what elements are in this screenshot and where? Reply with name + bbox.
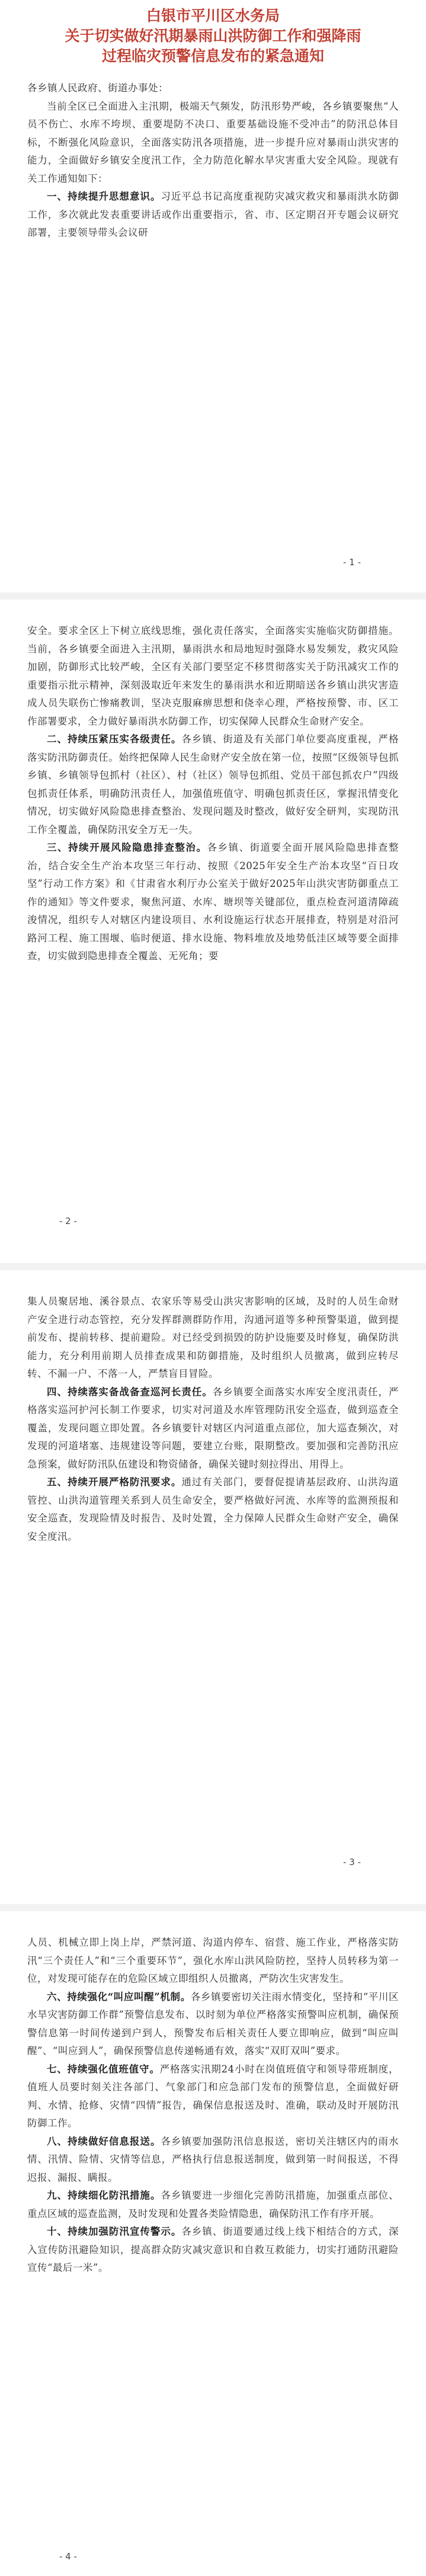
section-3-heading: 三、持续开展风险隐患排查整治。 [47, 842, 207, 853]
document-title [27, 6, 399, 66]
section-1-heading: 一、持续提升思想意识。 [47, 191, 161, 202]
section-9-heading: 九、持续细化防汛措施。 [47, 2190, 161, 2201]
section-3-continued: 集人员聚居地、溪谷景点、农家乐等易受山洪灾害影响的区域，及时的人员生命财产安全进行动态管控，充分发挥群测群防作用，沟通河道等多种预警渠道，做到提前发布、提前转移、提前避险。对已经受到损毁的防护设施要及时修复，确保防洪能力，充分利用前期人员排查成果和防御措施，及时组织人员撤离，做到应转尽转、不漏一户、不落一人，严禁盲目冒险。 [27, 1296, 399, 1379]
section-7-paragraph [27, 2061, 399, 2133]
section-6-paragraph [27, 1988, 399, 2061]
section-4-heading: 四、持续落实备战备查巡河长责任。 [47, 1386, 213, 1398]
title-line-2: 关于切实做好汛期暴雨山洪防御工作和强降雨 [65, 27, 361, 44]
page-number: - 3 - [343, 1857, 361, 1867]
page-number: - 1 - [343, 557, 361, 568]
section-1-continued: 安全。要求全区上下树立底线思维，强化责任落实，全面落实实施临灾防御措施。当前，各乡镇要全面进入主汛期，暴雨洪水和局地短时强降水易发频发，救灾风险加剧，防御形式比较严峻，全区有关部门要坚定不移贯彻落实关于防汛减灾工作的重要指示批示精神，深刻汲取近年来发生的暴雨洪水和近期暗送各乡镇山洪灾害造成人员失联伤亡惨痛教训，坚决克服麻痹思想和侥幸心理，严格按预警、市、区工作部署要求，全力做好暴雨洪水防御工作，切实保障人民群众生命财产安全。 [27, 625, 399, 727]
section-10-heading: 十、持续加强防汛宣传警示。 [47, 2226, 182, 2237]
section-5-text: 通过有关部门，要督促提请基层政府、山洪沟道管控、山洪沟道管理关系到人员生命安全，要严格做好河流、水库等的监测预报和安全巡查，发现险情及时报告、及时处置，全力保障人民群众生命财产安全，确保安全度汛。 [27, 1476, 399, 1542]
section-1-text: 习近平总书记高度重视防灾减灾救灾和暴雨洪水防御工作，多次就此发表重要讲话或作出重要指示，省、市、区定期召开专题会议研究部署，主要领导带头会议研 [27, 191, 399, 238]
section-4-paragraph [27, 1383, 399, 1474]
page-number: - 4 - [59, 2551, 77, 2562]
salutation: 各乡镇人民政府、街道办事处： [27, 82, 168, 94]
section-1-paragraph [27, 188, 399, 242]
title-line-3: 过程临灾预警信息发布的紧急通知 [101, 47, 324, 65]
intro-paragraph: 当前全区已全面进入主汛期，极端天气频发，防汛形势严峻，各乡镇要聚焦“人员不伤亡、水库不垮坝、重要堤防不决口、重要基础设施不受冲击”的防汛总体目标，不断强化风险意识，全面落实防汛各项措施，进一步提升应对暴雨山洪灾害的能力，全面做好乡镇安全度汛工作，全力防范化解水旱灾害重大安全风险。现就有关工作通知如下： [27, 100, 399, 184]
section-2-heading: 二、持续压紧压实各级责任。 [47, 733, 182, 745]
section-5-heading: 五、持续开展严格防汛要求。 [47, 1476, 182, 1488]
document-page-2 [0, 600, 426, 1263]
section-4-text: 各乡镇要全面落实水库安全度汛责任，严格落实巡河护河长制工作要求，切实对河道及水库管理防汛安全巡查，做到巡查全覆盖，发现问题立即处置。各乡镇要针对辖区内河道重点部位，加大巡查频次，对发现的河道堵塞、违规建设等问题，要建立台账，限期整改。要加强和完善防汛应急预案，做好防汛队伍建设和物资储备，确保关键时刻拉得出、用得上。 [27, 1386, 399, 1470]
section-2-text: 各乡镇、街道及有关部门单位要高度重视，严格落实防汛防御责任。始终把保障人民生命财产安全放在第一位，按照“区级领导包抓乡镇、乡镇领导包抓村（社区）、村（社区）领导包抓组、党员干部包抓农户”四级包抓责任体系，明确防汛责任人，加强值班值守、明确包抓责任区，掌握汛情变化情况，切实做好风险隐患排查整治、发现问题及时整改，做好安全研判，实现防汛工作全覆盖，确保防汛安全万无一失。 [27, 733, 399, 835]
section-9-text: 各乡镇要进一步细化完善防汛措施，加强重点部位、重点区域的巡查监测，及时发现和处置各类险情隐患，确保防汛工作有序开展。 [27, 2190, 399, 2219]
section-5-paragraph [27, 1473, 399, 1546]
section-7-text: 严格落实汛期24小时在岗值班值守和领导带班制度，值班人员要时刻关注各部门、气象部门和应急部门发布的预警信息，全面做好研判、水情、抢修、灾情“四情”报告，确保信息报送及时、准确，联动及时开展防汛防御工作。 [27, 2063, 399, 2129]
section-2-paragraph [27, 730, 399, 839]
section-6-text: 各乡镇要密切关注雨水情变化，坚持和“平川区水旱灾害防御工作群”预警信息发布、以时刻为单位严格落实预警叫应机制，确保预警信息第一时间传递到户到人，预警发布后相关责任人要立即响应，做到“叫应叫醒”、“叫应到人”，确保预警信息传递畅通有效，落实“双盯双叫”要求。 [27, 1991, 399, 2056]
section-3-paragraph [27, 839, 399, 966]
section-8-paragraph [27, 2133, 399, 2187]
document-page-1 [0, 0, 426, 592]
section-8-heading: 八、持续做好信息报送。 [47, 2135, 161, 2147]
section-6-heading: 六、持续强化“叫应叫醒”机制。 [47, 1991, 191, 2003]
section-7-heading: 七、持续强化值班值守。 [47, 2063, 160, 2075]
section-5-continued: 人员、机械立即上岗上岸，严禁河道、沟道内停车、宿营、施工作业，严格落实防汛“三个责任人”和“三个重要环节”，强化水库山洪风险防控，坚持人员转移为第一位，对发现可能存在的危险区域立即组织人员撤离，严防次生灾害发生。 [27, 1937, 399, 1984]
title-line-1: 白银市平川区水务局 [146, 7, 280, 24]
page-number: - 2 - [59, 1216, 77, 1226]
section-10-paragraph [27, 2223, 399, 2277]
section-3-text: 各乡镇、街道要全面开展风险隐患排查整治，结合安全生产治本攻坚三年行动、按照《2025年安全生产治本攻坚“百日攻坚”行动工作方案》和《甘肃省水利厅办公室关于做好2025年山洪灾害防御重点工作的通知》等文件要求，聚焦河道、水库、塘坝等关键部位，重点检查河道清障疏浚情况，组织专人对辖区内建设项目、水利设施运行状态开展排查，特别是对沿河路河工程、施工围堰、临时便道、排水设施、物料堆放及地势低洼区域等要全面排查，切实做到隐患排查全覆盖、无死角；要 [27, 842, 399, 962]
document-page-4 [0, 1911, 426, 2576]
section-9-paragraph [27, 2187, 399, 2223]
section-8-text: 各乡镇要加强防汛信息报送，密切关注辖区内的雨水情、汛情、险情、灾情等信息，严格执行信息报送制度，做到第一时间报送，不得迟报、漏报、瞒报。 [27, 2135, 399, 2183]
document-page-3 [0, 1270, 426, 1904]
section-10-text: 各乡镇、街道要通过线上线下相结合的方式，深入宣传防汛避险知识，提高群众防灾减灾意识和自救互救能力，切实打通防汛避险宣传“最后一米”。 [27, 2226, 399, 2273]
